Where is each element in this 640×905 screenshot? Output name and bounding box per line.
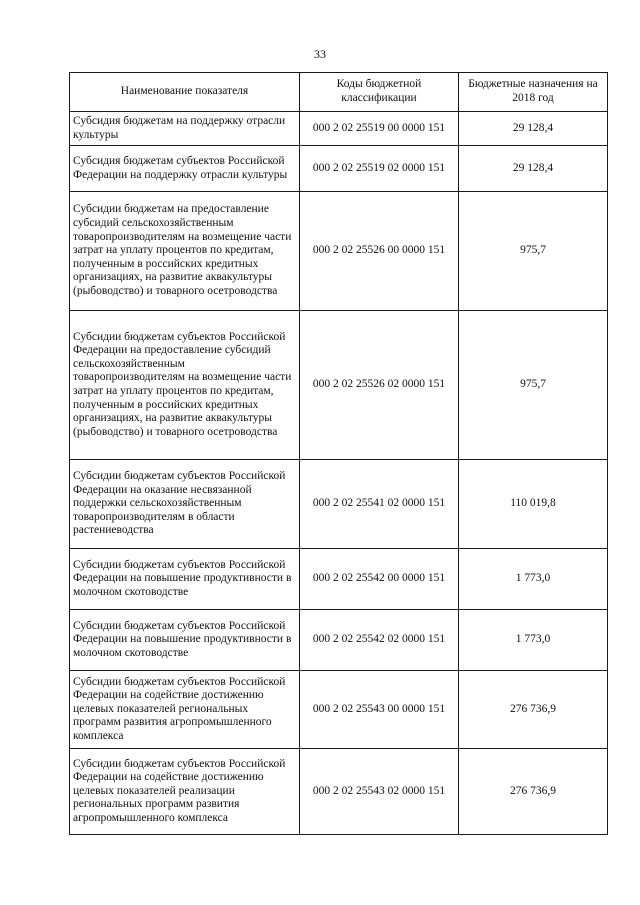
- table-row: [70, 671, 608, 749]
- budget-code-cell: 000 2 02 25543 02 0000 151: [300, 749, 459, 835]
- budget-code-cell: 000 2 02 25541 02 0000 151: [300, 460, 459, 549]
- indicator-name-cell: Субсидии бюджетам субъектов Российской Федерации на содействие достижению целевых показателей реализации региональных программ развития агропромышленного комплекса: [70, 749, 300, 835]
- indicator-name-cell: Субсидии бюджетам субъектов Российской Федерации на содействие достижению целевых показателей региональных программ развития агропромышленного комплекса: [70, 671, 300, 749]
- budget-amount-cell: 1 773,0: [459, 610, 608, 671]
- table-row: [70, 460, 608, 549]
- budget-amount-cell: 276 736,9: [459, 671, 608, 749]
- budget-amount-cell: 29 128,4: [459, 146, 608, 192]
- header-budget-amount: Бюджетные назначения на 2018 год: [459, 73, 608, 112]
- budget-code-cell: 000 2 02 25542 02 0000 151: [300, 610, 459, 671]
- budget-code-cell: 000 2 02 25519 00 0000 151: [300, 112, 459, 146]
- table-row: [70, 112, 608, 146]
- table-row: [70, 192, 608, 311]
- table-row: [70, 610, 608, 671]
- indicator-name-cell: Субсидии бюджетам субъектов Российской Федерации на повышение продуктивности в молочном скотоводстве: [70, 549, 300, 610]
- indicator-name-cell: Субсидия бюджетам субъектов Российской Федерации на поддержку отрасли культуры: [70, 146, 300, 192]
- page-number: 33: [314, 47, 326, 61]
- budget-code-cell: 000 2 02 25519 02 0000 151: [300, 146, 459, 192]
- table-row: [70, 549, 608, 610]
- budget-table: [69, 72, 608, 835]
- budget-amount-cell: 975,7: [459, 192, 608, 311]
- table-row: [70, 146, 608, 192]
- table-row: [70, 311, 608, 460]
- budget-amount-cell: 276 736,9: [459, 749, 608, 835]
- budget-code-cell: 000 2 02 25526 02 0000 151: [300, 311, 459, 460]
- indicator-name-cell: Субсидии бюджетам субъектов Российской Федерации на оказание несвязанной поддержки сельскохозяйственным товаропроизводителям в области растениеводства: [70, 460, 300, 549]
- budget-code-cell: 000 2 02 25542 00 0000 151: [300, 549, 459, 610]
- budget-amount-cell: 1 773,0: [459, 549, 608, 610]
- indicator-name-cell: Субсидия бюджетам на поддержку отрасли культуры: [70, 112, 300, 146]
- table-header-row: [70, 73, 608, 112]
- table-row: [70, 749, 608, 835]
- budget-amount-cell: 110 019,8: [459, 460, 608, 549]
- indicator-name-cell: Субсидии бюджетам субъектов Российской Федерации на повышение продуктивности в молочном скотоводстве: [70, 610, 300, 671]
- budget-code-cell: 000 2 02 25526 00 0000 151: [300, 192, 459, 311]
- budget-amount-cell: 975,7: [459, 311, 608, 460]
- indicator-name-cell: Субсидии бюджетам субъектов Российской Федерации на предоставление субсидий сельскохозяйственным товаропроизводителям на возмещение части затрат на уплату процентов по кредитам, полученным в российских кредитных организациях, на развитие аквакультуры (рыбоводство) и товарного осетроводства: [70, 311, 300, 460]
- header-indicator-name: Наименование показателя: [70, 73, 300, 112]
- budget-amount-cell: 29 128,4: [459, 112, 608, 146]
- header-budget-code: Коды бюджетной классификации: [300, 73, 459, 112]
- indicator-name-cell: Субсидии бюджетам на предоставление субсидий сельскохозяйственным товаропроизводителям на возмещение части затрат на уплату процентов по кредитам, полученным в российских кредитных организациях, на развитие аквакультуры (рыбоводство) и товарного осетроводства: [70, 192, 300, 311]
- budget-code-cell: 000 2 02 25543 00 0000 151: [300, 671, 459, 749]
